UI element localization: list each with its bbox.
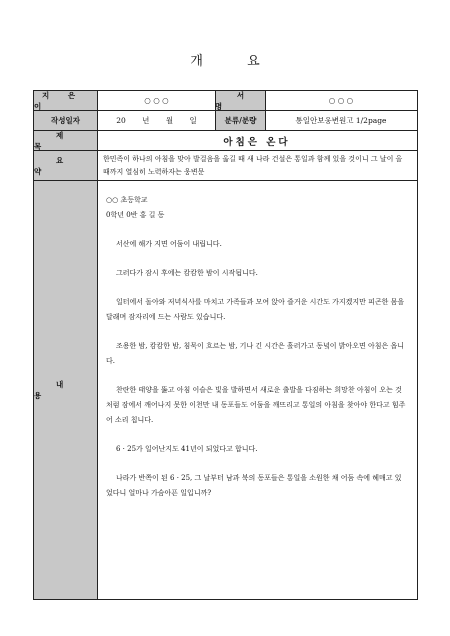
paragraph: 찬란한 태양을 뚫고 아침 이슬은 빛을 발하면서 새로운 출발을 다짐하는 희망찬 아침이 오는 것처럼 잠에서 깨어나지 못한 이천만 내 동포들도 어둠을 깨뜨리고 통일의 아침을 찾아야 한다고 힘주어 소리 칩니다. — [106, 386, 406, 424]
date-label: 작성일자 — [34, 111, 98, 130]
paragraph: 6 · 25가 일어난지도 41년이 되었다고 합니다. — [116, 445, 258, 453]
date-day-unit: 일 — [189, 116, 197, 125]
document-title: 개 요 — [190, 54, 280, 69]
date-month-unit: 월 — [165, 116, 174, 125]
summary-label: 요 약 — [34, 151, 98, 180]
content-row — [34, 181, 417, 599]
paragraph: 서산에 해가 지면 어둠이 내립니다. — [116, 240, 222, 248]
summary-row — [34, 151, 417, 181]
paragraph: 나라가 반쪽이 된 6 · 25, 그 날부터 남과 북의 동포들은 통일을 소원한 채 어둠 속에 헤매고 있었다니 얼마나 가슴아픈 일입니까? — [106, 474, 402, 497]
paragraph: 조용한 밤, 캄캄한 밤, 침묵이 흐르는 밤, 기나 긴 시간은 흘러가고 동녘이 밝아오면 아침은 옵니다. — [106, 342, 405, 365]
category-label: 분류/분량 — [216, 111, 266, 130]
school-name: ○○ 초등학교 — [106, 196, 148, 204]
category-value: 통일안보웅변원고 1/2page — [295, 116, 387, 125]
date-year-unit: 년 — [142, 116, 150, 125]
student-name: 0학년 0반 홍 길 동 — [106, 211, 165, 219]
subject-row — [34, 131, 417, 151]
signature-value: ○ ○ ○ — [328, 96, 354, 105]
outline-form — [33, 90, 418, 600]
subject-value: 아침은 온다 — [223, 136, 291, 148]
author-row — [34, 91, 417, 111]
date-row — [34, 111, 417, 131]
paragraph: 일터에서 돌아와 저녁식사를 마치고 가족들과 모여 앉아 즐거운 시간도 가지겠지만 피곤한 몸을 달래며 잠자리에 드는 사람도 있습니다. — [106, 298, 405, 321]
content-body — [98, 181, 416, 599]
content-label: 내 용 — [34, 181, 98, 599]
subject-label: 제 목 — [34, 131, 98, 150]
author-value: ○ ○ ○ — [98, 91, 216, 110]
signature-label: 서 명 — [214, 90, 267, 111]
paragraph: 그러다가 잠시 후에는 캄캄한 밤이 시작됩니다. — [116, 269, 258, 277]
summary-value: 한민족이 하나의 아침을 맞아 발걸음을 옮길 때 새 나라 건설은 통일과 함께 있을 것이니 그 날이 올 때까지 열심히 노력하자는 웅변문 — [103, 154, 403, 176]
date-value — [98, 111, 216, 130]
author-label: 지 은 이 — [34, 91, 98, 110]
date-year: 20 — [116, 116, 126, 125]
